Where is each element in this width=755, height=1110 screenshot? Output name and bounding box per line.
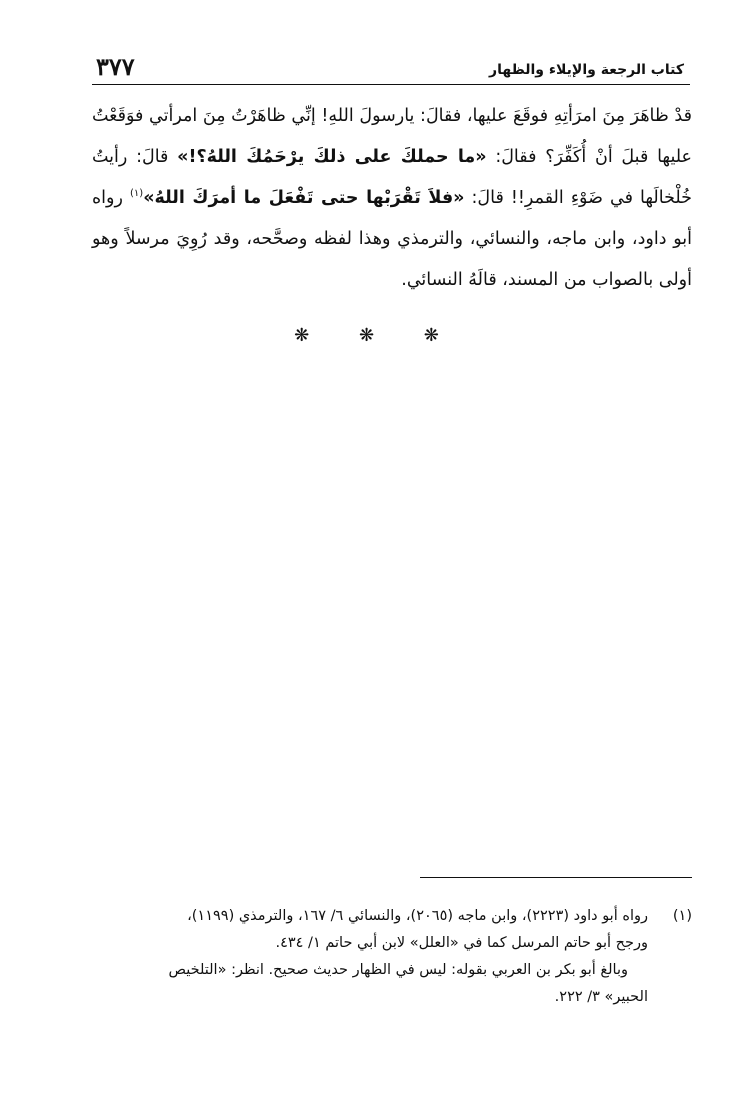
running-title: كتاب الرجعة والإيلاء والظهار	[489, 62, 684, 78]
footnote-reference: (١)	[130, 188, 144, 200]
hadith-quote: «ما حملكَ على ذلكَ يرْحَمُكَ اللهُ؟!»	[177, 147, 487, 167]
text-segment: قدْ ظاهَرَ مِنَ امرَأتِهِ فوقَعَ عليها، فقالَ: يارسولَ اللهِ! إنِّي ظاهَرْتُ مِنَ امرأتي فوَقَعْتُ عليها قبلَ أنْ أُكَفِّرَ؟ فقالَ:	[92, 106, 692, 167]
footnotes	[80, 903, 692, 1011]
footnote-line	[80, 903, 692, 930]
footnote-text: رواه أبو داود (٢٢٢٣)، وابن ماجه (٢٠٦٥)، والنسائي ٦/ ١٦٧، والترمذي (١١٩٩)،	[187, 908, 648, 924]
footnote-divider	[420, 877, 692, 878]
main-text	[92, 96, 692, 301]
footnote-text: ورجح أبو حاتم المرسل كما في «العلل» لابن أبي حاتم ١/ ٤٣٤.	[275, 935, 648, 951]
page-number: ٣٧٧	[96, 52, 135, 81]
footnote-line	[80, 984, 692, 1011]
footnote-number: (١)	[672, 908, 692, 924]
text-segment: رواه أبو داود، وابن ماجه، والنسائي، والترمذي وهذا لفظه وصحَّحه، وقد رُوِيَ مرسلاً وهو أولى بالصواب من المسند، قالَهُ النسائي.	[92, 188, 692, 290]
text-segment: قالَ: رأيتُ خُلْخالَها في ضَوْءِ القمرِ!! قالَ:	[92, 147, 692, 208]
footnote-line	[80, 930, 692, 957]
footnote-line	[80, 957, 692, 984]
page-header	[92, 52, 690, 85]
footnote-text: وبالغ أبو بكر بن العربي بقوله: ليس في الظهار حديث صحيح. انظر: «التلخيص	[168, 962, 628, 978]
footnote-text: الحبير» ٣/ ٢٢٢.	[554, 989, 648, 1005]
hadith-quote: «فلاَ تَقْرَبْها حتى تَفْعَلَ ما أمرَكَ اللهُ»	[143, 188, 465, 208]
section-separator: ❋ ❋ ❋	[294, 325, 461, 346]
